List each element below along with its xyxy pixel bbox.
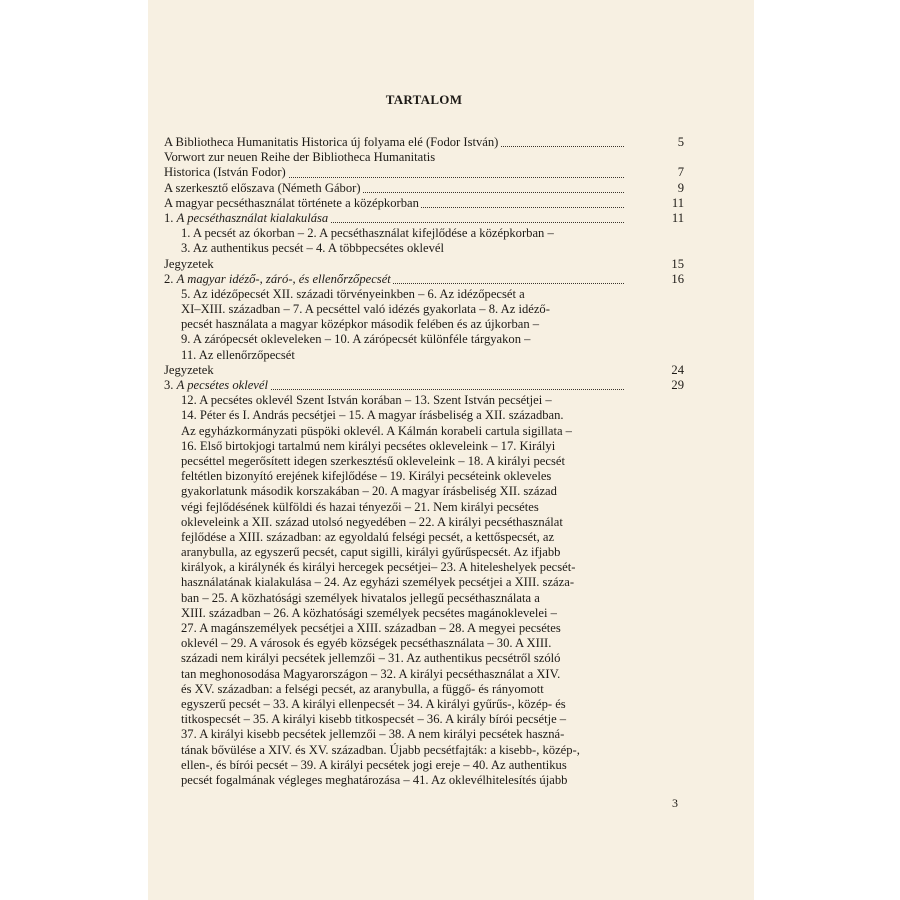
toc-page-number: 11 xyxy=(671,195,684,210)
toc-page-number: 29 xyxy=(671,378,684,392)
toc-chapter: 2. A magyar idéző-, záró-, és ellenőrzőpecsét 16 xyxy=(164,271,684,286)
toc-subsection: 37. A királyi kisebb pecsétek jellemzői – 38. A nem királyi pecsétek haszná- xyxy=(181,727,565,742)
toc-subsection-block xyxy=(164,393,684,788)
toc-chapter: 1. A pecséthasználat kialakulása 11 xyxy=(164,210,684,225)
toc-subsection: ellen-, és bírói pecsét – 39. A királyi pecsétek jogi ereje – 40. Az authentikus xyxy=(181,757,567,772)
toc-subsection: titkospecsét – 35. A királyi kisebb titkospecsét – 36. A király bírói pecsétje – xyxy=(181,712,567,727)
toc-subsection: 14. Péter és I. András pecsétjei – 15. A magyar írásbeliség a XII. században. xyxy=(181,408,564,423)
table-of-contents xyxy=(164,0,684,900)
page-title: TARTALOM xyxy=(385,92,463,107)
toc-subsection: végi fejlődésének külföldi és hazai tényezői – 21. Nem királyi pecsétes xyxy=(181,499,539,514)
toc-subsection: 3. Az authentikus pecsét – 4. A többpecsétes oklevél xyxy=(181,241,445,256)
toc-notes: Jegyzetek 15 xyxy=(164,256,684,271)
toc-subsection: királyok, a királynék és királyi hercegek pecsétjei– 23. A hiteleshelyek pecsét- xyxy=(181,560,576,575)
toc-subsection: századi nem királyi pecsétek jellemzői – 31. Az authentikus pecsétről szóló xyxy=(181,651,561,666)
toc-subsection: ban – 25. A közhatósági személyek hivatalos jellegű pecséthasználata a xyxy=(181,590,540,605)
toc-notes: Jegyzetek 24 xyxy=(164,362,684,377)
toc-subsection: használatának kialakulása – 24. Az egyházi személyek pecsétjei a XIII. száza- xyxy=(181,575,575,590)
toc-subsection: pecsét használata a magyar középkor második felében és az újkorban – xyxy=(181,317,540,332)
toc-subsection: pecsét fogalmának végleges meghatározása – 41. Az oklevélhitelesítés újabb xyxy=(181,772,568,787)
toc-subsection: 1. A pecsét az ókorban – 2. A pecséthasználat kifejlődése a középkorban – xyxy=(181,226,554,241)
toc-subsection: fejlődése a XIII. században: az egyoldalú felségi pecsét, a kettőspecsét, az xyxy=(181,529,555,544)
toc-entry: Historica (István Fodor) 7 xyxy=(164,165,684,180)
toc-entry: A magyar pecséthasználat története a középkorban 11 xyxy=(164,195,684,210)
toc-subsection: Az egyházkormányzati püspöki oklevél. A Kálmán korabeli cartula sigillata – xyxy=(181,423,572,438)
toc-subsection: pecséttel megerősített idegen szerkesztésű okleveleink – 18. A királyi pecsét xyxy=(181,453,565,468)
toc-subsection: aranybulla, az egyszerű pecsét, caput sigilli, királyi gyűrűspecsét. Az ifjabb xyxy=(181,545,561,560)
toc-list xyxy=(164,135,684,788)
toc-entry: A szerkesztő előszava (Németh Gábor) 9 xyxy=(164,180,684,195)
toc-subsection: 12. A pecsétes oklevél Szent István korában – 13. Szent István pecsétjei – xyxy=(181,393,552,408)
toc-subsection: tának bővülése a XIV. és XV. században. Újabb pecsétfajták: a kisebb-, közép-, xyxy=(181,742,580,757)
toc-chapter: 3. A pecsétes oklevél 29 xyxy=(164,378,684,392)
toc-subsection: és XV. században: a felségi pecsét, az aranybulla, a függő- és rányomott xyxy=(181,681,544,696)
toc-subsection: XIII. században – 26. A közhatósági személyek pecsétes magánoklevelei – xyxy=(181,605,557,620)
toc-subsection: 9. A zárópecsét okleveleken – 10. A zárópecsét különféle tárgyakon – xyxy=(181,332,531,347)
toc-page-number: 9 xyxy=(677,180,684,195)
toc-subsection: gyakorlatunk második korszakában – 20. A magyar írásbeliség XII. század xyxy=(181,484,557,499)
toc-subsection: XI–XIII. században – 7. A pecséttel való idézés gyakorlata – 8. Az idéző- xyxy=(181,302,550,317)
toc-subsection: egyszerű pecsét – 33. A királyi ellenpecsét – 34. A királyi gyűrűs-, közép- és xyxy=(181,696,566,711)
toc-subsection: okleveleink a XII. század utolsó negyedében – 22. A királyi pecséthasználat xyxy=(181,514,563,529)
toc-entry: A Bibliotheca Humanitatis Historica új folyama elé (Fodor István) 5 xyxy=(164,135,684,149)
page-number: 3 xyxy=(672,796,678,810)
toc-subsection: tan meghonosodása Magyarországon – 32. A királyi pecséthasználat a XIV. xyxy=(181,666,561,681)
toc-entry: Vorwort zur neuen Reihe der Bibliotheca Humanitatis xyxy=(164,150,436,165)
toc-page-number: 16 xyxy=(671,271,684,286)
toc-subsection: 11. Az ellenőrzőpecsét xyxy=(181,347,295,362)
toc-page-number: 5 xyxy=(677,135,684,149)
toc-subsection: 16. Első birtokjogi tartalmú nem királyi pecsétes okleveleink – 17. Királyi xyxy=(181,438,556,453)
toc-subsection: oklevél – 29. A városok és egyéb községek pecséthasználata – 30. A XIII. xyxy=(181,636,552,651)
toc-page-number: 7 xyxy=(677,165,684,180)
toc-subsection: feltétlen bizonyító erejének kifejlődése – 19. Királyi pecsétеink okleveles xyxy=(181,469,552,484)
toc-page-number: 11 xyxy=(671,210,684,225)
toc-subsection: 27. A magánszemélyek pecsétjei a XIII. században – 28. A megyei pecsétes xyxy=(181,621,561,635)
toc-subsection: 5. Az idézőpecsét XII. századi törvényeinkben – 6. Az idézőpecsét a xyxy=(181,286,525,301)
